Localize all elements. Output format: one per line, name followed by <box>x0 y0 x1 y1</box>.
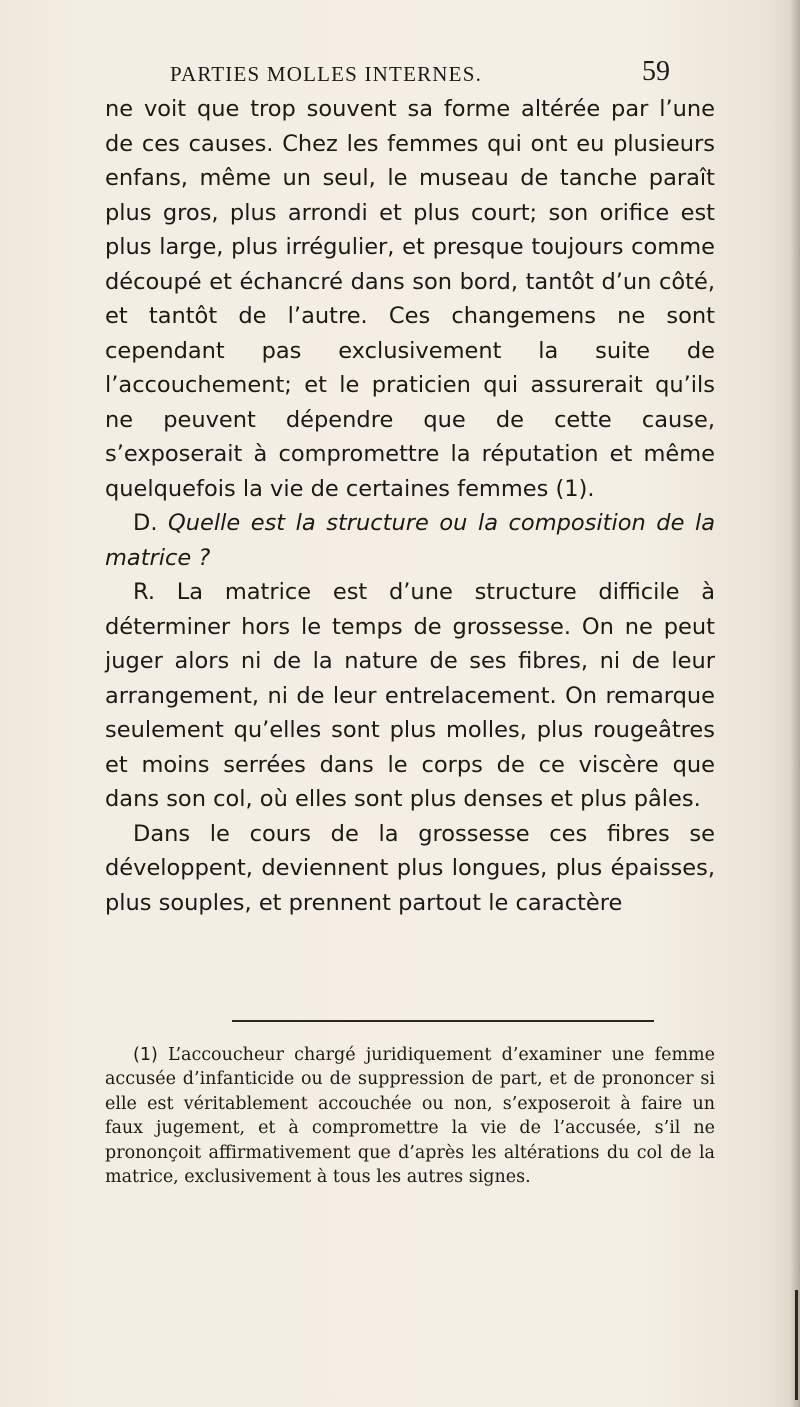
page-edge-shadow <box>790 0 800 1407</box>
running-head: PARTIES MOLLES INTERNES. <box>170 62 483 86</box>
footnote-text: L’accoucheur chargé juridiquement d’examiner une femme accusée d’infanticide ou de suppression de part, et de prononcer si elle est véritablement accouchée ou non, s’exposeroit à faire un faux jugement, et à compromettre la vie de l’accusée, s’il ne prononçoit affirmativement que d’après les altérations du col de la matrice, exclusivement à tous les autres signes. <box>105 1045 715 1188</box>
footnote-marker: (1) <box>133 1045 158 1065</box>
footnote-divider <box>232 1020 654 1022</box>
page-edge-mark <box>795 1290 798 1400</box>
footnote-1 <box>105 1043 715 1189</box>
question-paragraph <box>105 506 715 575</box>
question-prefix: D. <box>133 510 169 536</box>
paragraph-3: Dans le cours de la grossesse ces fibres se développent, deviennent plus longues, plus épaisses, plus souples, et prennent partout le caractère <box>105 820 715 916</box>
page-number: 59 <box>642 56 670 87</box>
footnotes <box>105 1043 715 1189</box>
question-text: Quelle est la structure ou la composition de la matrice ? <box>105 510 715 571</box>
paragraph-2: R. La matrice est d’une structure difficile à déterminer hors le temps de grossesse. On ne peut juger alors ni de la nature de ses fibres, ni de leur arrangement, ni de leur entrelacement. On remarque seulement qu’elles sont plus molles, plus rougeâtres et moins serrées dans le corps de ce viscère que dans son col, où elles sont plus denses et plus pâles. <box>105 579 715 812</box>
body-text <box>105 92 715 920</box>
paragraph-1: ne voit que trop souvent sa forme altérée par l’une de ces causes. Chez les femmes qui ont eu plusieurs enfans, même un seul, le museau de tanche paraît plus gros, plus arrondi et plus court; son orifice est plus large, plus irrégulier, et presque toujours comme découpé et échancré dans son bord, tantôt d’un côté, et tantôt de l’autre. Ces changemens ne sont cependant pas exclusivement la suite de l’accouchement; et le praticien qui assurerait qu’ils ne peuvent dépendre que de cette cause, s’exposerait à compromettre la réputation et même quelquefois la vie de certaines femmes (1). <box>105 96 715 502</box>
